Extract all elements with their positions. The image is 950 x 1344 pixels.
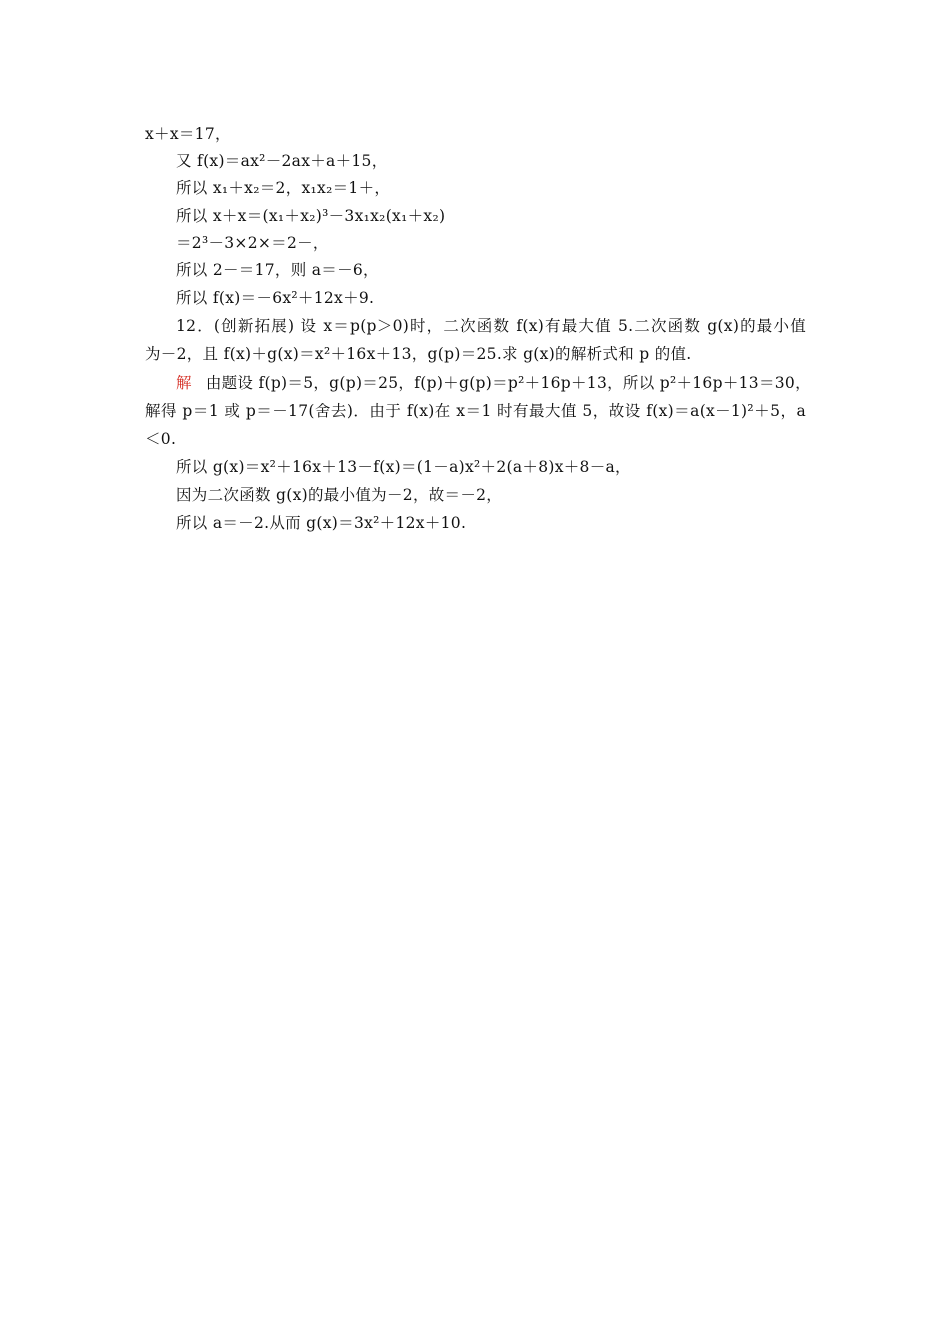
text-line: 所以 x₁＋x₂＝2，x₁x₂＝1＋，	[176, 179, 391, 197]
text-line: 所以 f(x)＝－6x²＋12x＋9.	[176, 289, 375, 307]
solution-line: ＜0.	[145, 430, 177, 448]
text-line: 所以 2－＝17，则 a＝－6，	[176, 261, 379, 279]
solution-line: 所以 a＝－2.从而 g(x)＝3x²＋12x＋10.	[176, 514, 467, 532]
problem-statement-line: 12．(创新拓展) 设 x＝p(p＞0)时，二次函数 f(x)有最大值 5.二次函数 g(x)的最小值	[176, 317, 806, 335]
text-line: 所以 x＋x＝(x₁＋x₂)³－3x₁x₂(x₁＋x₂)	[176, 207, 446, 225]
text-line: 又 f(x)＝ax²－2ax＋a＋15，	[176, 152, 388, 170]
problem-statement-line: 为－2，且 f(x)＋g(x)＝x²＋16x＋13，g(p)＝25.求 g(x)的解析式和 p 的值.	[145, 345, 692, 363]
solution-line: 因为二次函数 g(x)的最小值为－2，故＝－2，	[176, 486, 503, 504]
solution-line: 所以 g(x)＝x²＋16x＋13－f(x)＝(1－a)x²＋2(a＋8)x＋8－a，	[176, 458, 631, 476]
text-line: ＝2³－3×2×＝2－，	[176, 234, 329, 252]
text-line: x＋x＝17，	[145, 125, 231, 143]
solution-line: 解得 p＝1 或 p＝－17(舍去)．由于 f(x)在 x＝1 时有最大值 5，故设 f(x)＝a(x－1)²＋5，a	[145, 402, 806, 420]
solution-line	[176, 373, 811, 393]
solution-text: 由题设 f(p)＝5，g(p)＝25，f(p)＋g(p)＝p²＋16p＋13，所以 p²＋16p＋13＝30，	[205, 374, 811, 392]
answer-label: 解	[176, 374, 192, 392]
